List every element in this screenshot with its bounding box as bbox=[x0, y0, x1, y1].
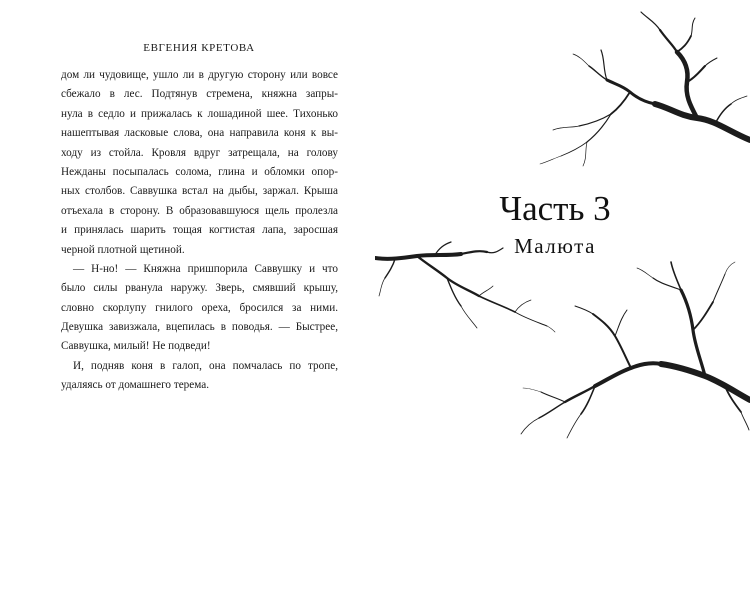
text-line: словно скорлупу гнилого ореха, бросился за ними. bbox=[61, 301, 338, 314]
text-line: дом ли чудовище, ушло ли в другую сторону или вовсе bbox=[61, 69, 338, 81]
text-line: черной плотной щетиной. bbox=[61, 243, 185, 256]
text-line: — Н-но! — Княжна пришпорила Саввушку и что bbox=[73, 262, 338, 275]
chapter-title: Часть 3 bbox=[499, 189, 611, 228]
text-line: было силы рванула наружу. Зверь, смявший крышу, bbox=[61, 282, 338, 295]
text-line: Саввушка, милый! Не подведи! bbox=[61, 340, 211, 353]
text-line: отъехала в сторону. В образовавшуюся щель пролезла bbox=[61, 204, 338, 217]
chapter-subtitle: Малюта bbox=[514, 234, 596, 258]
branch-bottom-right bbox=[521, 262, 750, 438]
body-text bbox=[61, 66, 338, 396]
text-line: и принялась шарить тощая когтистая лапа, заросшая bbox=[61, 224, 338, 237]
right-page bbox=[375, 0, 750, 606]
text-line: Нежданы посыпалась солома, глина и обломки опор- bbox=[61, 165, 338, 178]
text-line: ходу из стойла. Кровля вдруг затрещала, на голову bbox=[61, 146, 338, 159]
text-line: Девушка завизжала, вцепилась в поводья. — Быстрее, bbox=[61, 321, 338, 334]
branch-top-right bbox=[540, 12, 750, 166]
text-line: ных столбов. Саввушка встал на дыбы, заржал. Крыша bbox=[61, 185, 338, 198]
text-line: И, подняв коня в галоп, она помчалась по тропе, bbox=[73, 359, 338, 372]
text-line: удаляясь от домашнего терема. bbox=[61, 379, 210, 392]
tree-branches-illustration bbox=[375, 0, 750, 606]
running-header: ЕВГЕНИЯ КРЕТОВА bbox=[143, 42, 255, 54]
text-line: нула в седло и прижалась к лошадиной шее. Тихонько bbox=[61, 107, 338, 120]
text-line: нашептывая ласковые слова, она направила коня к вы- bbox=[61, 127, 338, 140]
text-line: сбежало в лес. Подтянув стремена, княжна запры- bbox=[61, 88, 338, 101]
